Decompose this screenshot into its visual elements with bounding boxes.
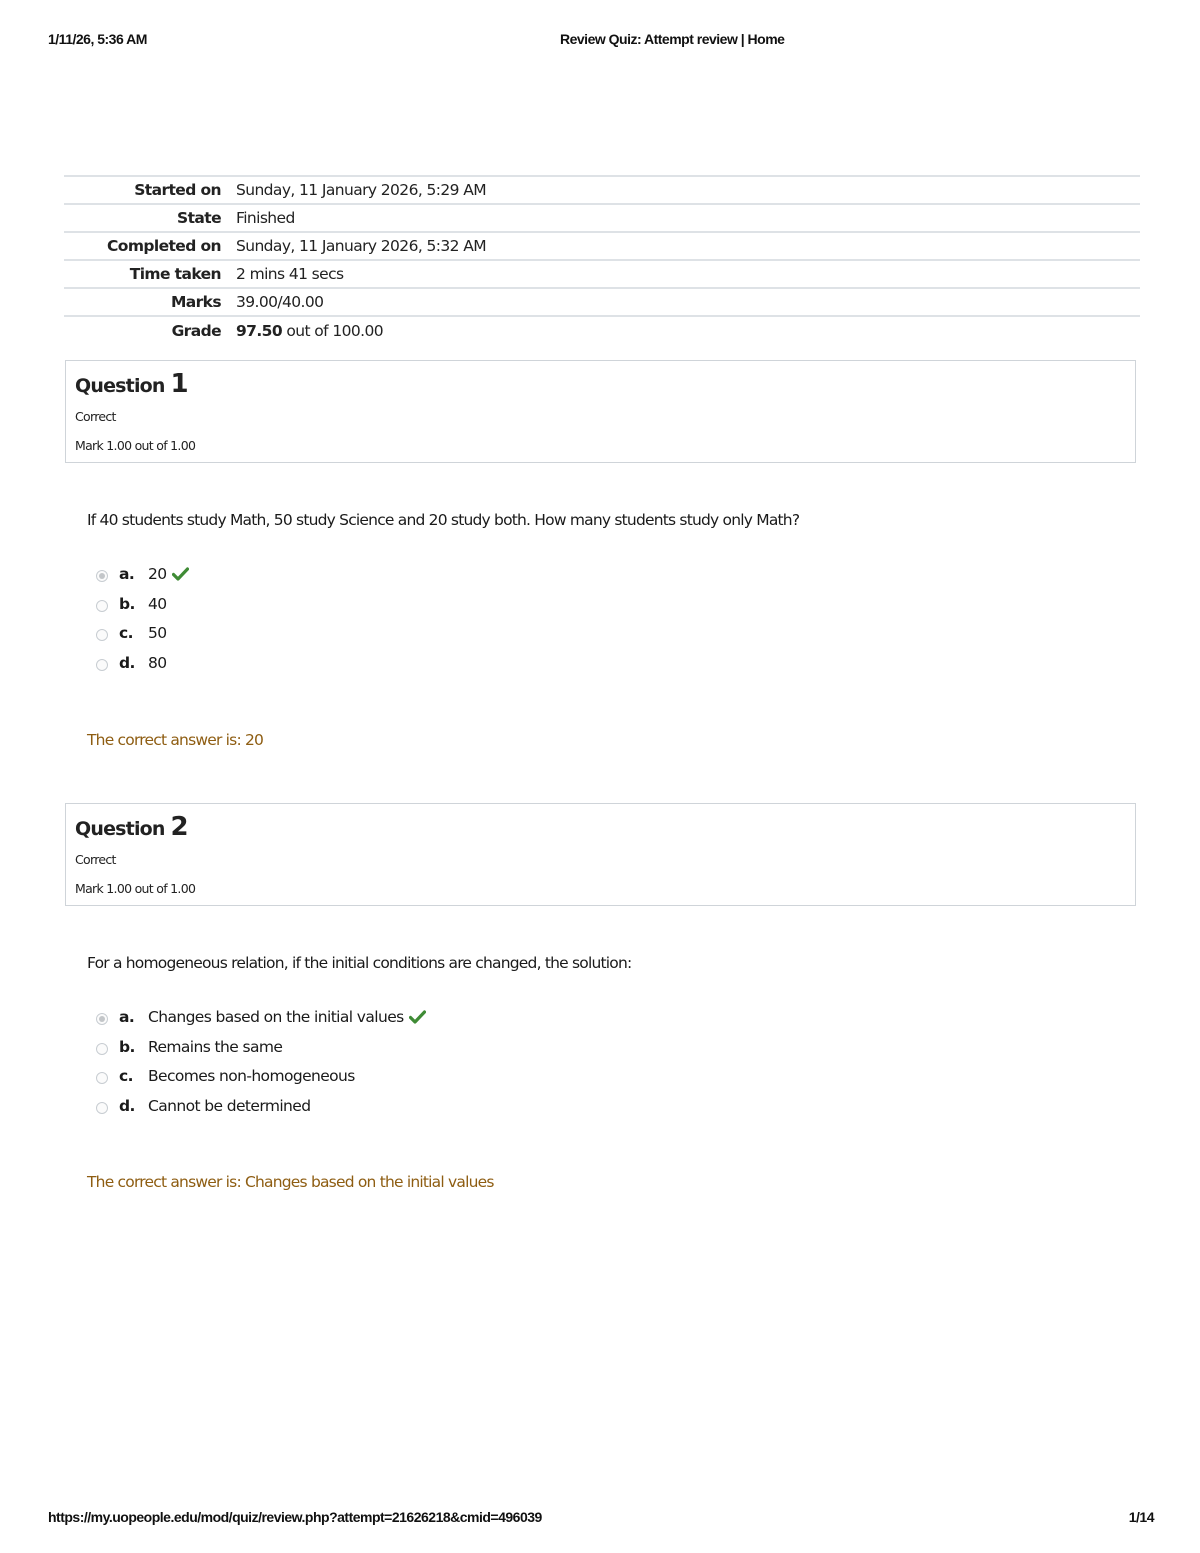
summary-row-state (64, 204, 1140, 232)
check-icon (409, 1010, 426, 1024)
summary-row-marks (64, 288, 1140, 316)
summary-value: 2 mins 41 secs (236, 265, 344, 283)
option-text: Changes based on the initial values (148, 1008, 404, 1026)
summary-value: Sunday, 11 January 2026, 5:29 AM (236, 181, 486, 199)
summary-label: Completed on (107, 237, 221, 255)
radio-button[interactable] (96, 600, 108, 612)
correct-answer-feedback: The correct answer is: 20 (87, 731, 264, 749)
correct-answer-feedback: The correct answer is: Changes based on the initial values (87, 1173, 494, 1191)
question-title-label: Question (75, 818, 165, 840)
print-page-title: Review Quiz: Attempt review | Home (560, 31, 785, 47)
radio-button[interactable] (96, 1013, 108, 1025)
option-text: Cannot be determined (148, 1096, 311, 1115)
option-text-wrap (148, 565, 189, 583)
question-state: Correct (75, 852, 116, 867)
summary-row-completed (64, 232, 1140, 260)
option-letter: b. (119, 1037, 135, 1056)
radio-button[interactable] (96, 1072, 108, 1084)
summary-row-time-taken (64, 260, 1140, 288)
print-header (48, 31, 1154, 49)
summary-value: Sunday, 11 January 2026, 5:32 AM (236, 237, 486, 255)
summary-label: Time taken (129, 265, 221, 283)
question-mark: Mark 1.00 out of 1.00 (75, 881, 196, 896)
option-text: 40 (148, 594, 167, 613)
question-title-label: Question (75, 375, 165, 397)
grade-suffix: out of 100.00 (282, 321, 383, 340)
question-title (75, 369, 189, 399)
radio-button[interactable] (96, 629, 108, 641)
question-info-box (65, 803, 1136, 906)
grade-value: 97.50 (236, 321, 283, 340)
option-text: 50 (148, 624, 167, 642)
check-icon (172, 567, 189, 581)
question-number: 1 (170, 369, 189, 399)
option-letter: c. (119, 624, 133, 642)
radio-button[interactable] (96, 659, 108, 671)
print-url: https://my.uopeople.edu/mod/quiz/review.php?attempt=21626218&cmid=496039 (48, 1509, 542, 1525)
question-title (75, 812, 189, 842)
summary-label: Marks (170, 293, 221, 311)
option-text: 20 (148, 565, 167, 583)
summary-label: State (177, 209, 221, 227)
option-letter: a. (119, 565, 135, 583)
radio-button[interactable] (96, 1043, 108, 1055)
attempt-summary-table (64, 175, 1140, 344)
radio-button[interactable] (96, 1102, 108, 1114)
option-text: 80 (148, 653, 167, 672)
option-letter: d. (119, 653, 135, 672)
option-text: Remains the same (148, 1037, 283, 1056)
question-text: If 40 students study Math, 50 study Science and 20 study both. How many students study only Math? (87, 511, 800, 529)
question-info-box (65, 360, 1136, 463)
question-text: For a homogeneous relation, if the initial conditions are changed, the solution: (87, 954, 632, 972)
option-letter: d. (119, 1096, 135, 1115)
summary-label: Started on (134, 181, 221, 199)
print-page-count: 1/14 (1128, 1509, 1154, 1525)
summary-value: Finished (236, 209, 295, 227)
question-state: Correct (75, 409, 116, 424)
summary-value (236, 316, 1140, 344)
print-footer (48, 1509, 1154, 1527)
summary-value: 39.00/40.00 (236, 293, 324, 311)
option-letter: b. (119, 594, 135, 613)
summary-label: Grade (171, 321, 221, 340)
summary-row-grade (64, 316, 1140, 344)
option-text-wrap (148, 1008, 426, 1026)
print-datetime: 1/11/26, 5:36 AM (48, 31, 147, 47)
summary-row-started (64, 176, 1140, 204)
option-text: Becomes non-homogeneous (148, 1067, 355, 1085)
question-number: 2 (170, 812, 189, 842)
option-letter: c. (119, 1067, 133, 1085)
radio-button[interactable] (96, 570, 108, 582)
option-letter: a. (119, 1008, 135, 1026)
question-mark: Mark 1.00 out of 1.00 (75, 438, 196, 453)
